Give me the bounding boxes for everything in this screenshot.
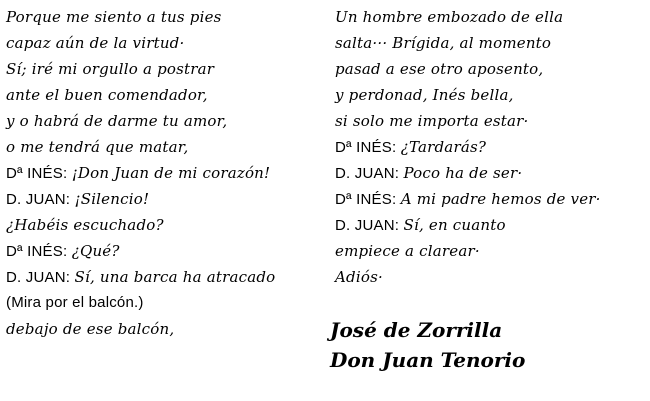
speaker-label: D. JUAN: (6, 269, 75, 286)
speaker-label: D. JUAN: (335, 217, 404, 234)
verse-text: pasad a ese otro aposento, (335, 60, 544, 78)
verse-line (335, 212, 645, 238)
verse-text: Poco ha de ser· (403, 164, 523, 182)
speaker-label: Dª INÉS: (335, 191, 401, 208)
verse-line (6, 134, 321, 160)
verse-line (6, 160, 321, 186)
verse-line (6, 4, 321, 30)
verse-line (6, 56, 321, 82)
verse-text: ¿Tardarás? (400, 138, 487, 156)
verse-text: Sí, en cuanto (403, 216, 506, 234)
verse-line (6, 212, 321, 238)
verse-text: capaz aún de la virtud· (6, 34, 185, 52)
verse-text: Sí; iré mi orgullo a postrar (6, 60, 215, 78)
verse-line (6, 316, 321, 342)
verse-line (335, 30, 645, 56)
verse-text: ¿Habéis escuchado? (6, 216, 164, 234)
right-column (335, 4, 645, 290)
verse-text: debajo de ese balcón, (6, 320, 175, 338)
verse-text: ante el buen comendador, (6, 86, 208, 104)
verse-text: Adiós· (335, 268, 383, 286)
verse-text: y perdonad, Inés bella, (335, 86, 514, 104)
verse-line (6, 290, 321, 316)
verse-line (6, 82, 321, 108)
verse-line (335, 186, 645, 212)
work-title: Don Juan Tenorio (330, 348, 526, 372)
verse-text: o me tendrá que matar, (6, 138, 189, 156)
verse-text: y o habrá de darme tu amor, (6, 112, 228, 130)
stage-direction: (Mira por el balcón.) (6, 294, 144, 311)
speaker-label: Dª INÉS: (6, 165, 72, 182)
verse-text: Sí, una barca ha atracado (74, 268, 276, 286)
verse-text: si solo me importa estar· (335, 112, 529, 130)
left-column (6, 4, 321, 342)
verse-line (335, 82, 645, 108)
author-signature: José de Zorrilla (330, 318, 503, 342)
verse-line (6, 264, 321, 290)
verse-line (335, 108, 645, 134)
verse-text: ¿Qué? (71, 242, 120, 260)
verse-text: A mi padre hemos de ver· (400, 190, 601, 208)
verse-text: salta··· Brígida, al momento (335, 34, 552, 52)
verse-line (6, 30, 321, 56)
verse-line (335, 56, 645, 82)
verse-text: Porque me siento a tus pies (6, 8, 222, 26)
verse-line (6, 186, 321, 212)
speaker-label: D. JUAN: (6, 191, 75, 208)
verse-text: ¡Don Juan de mi corazón! (71, 164, 271, 182)
verse-line (335, 264, 645, 290)
verse-line (6, 238, 321, 264)
verse-text: empiece a clarear· (335, 242, 480, 260)
speaker-label: D. JUAN: (335, 165, 404, 182)
verse-line (335, 238, 645, 264)
verse-line (335, 134, 645, 160)
speaker-label: Dª INÉS: (335, 139, 401, 156)
verse-text: Un hombre embozado de ella (335, 8, 564, 26)
speaker-label: Dª INÉS: (6, 243, 72, 260)
verse-text: ¡Silencio! (74, 190, 150, 208)
verse-line (6, 108, 321, 134)
verse-line (335, 4, 645, 30)
verse-line (335, 160, 645, 186)
